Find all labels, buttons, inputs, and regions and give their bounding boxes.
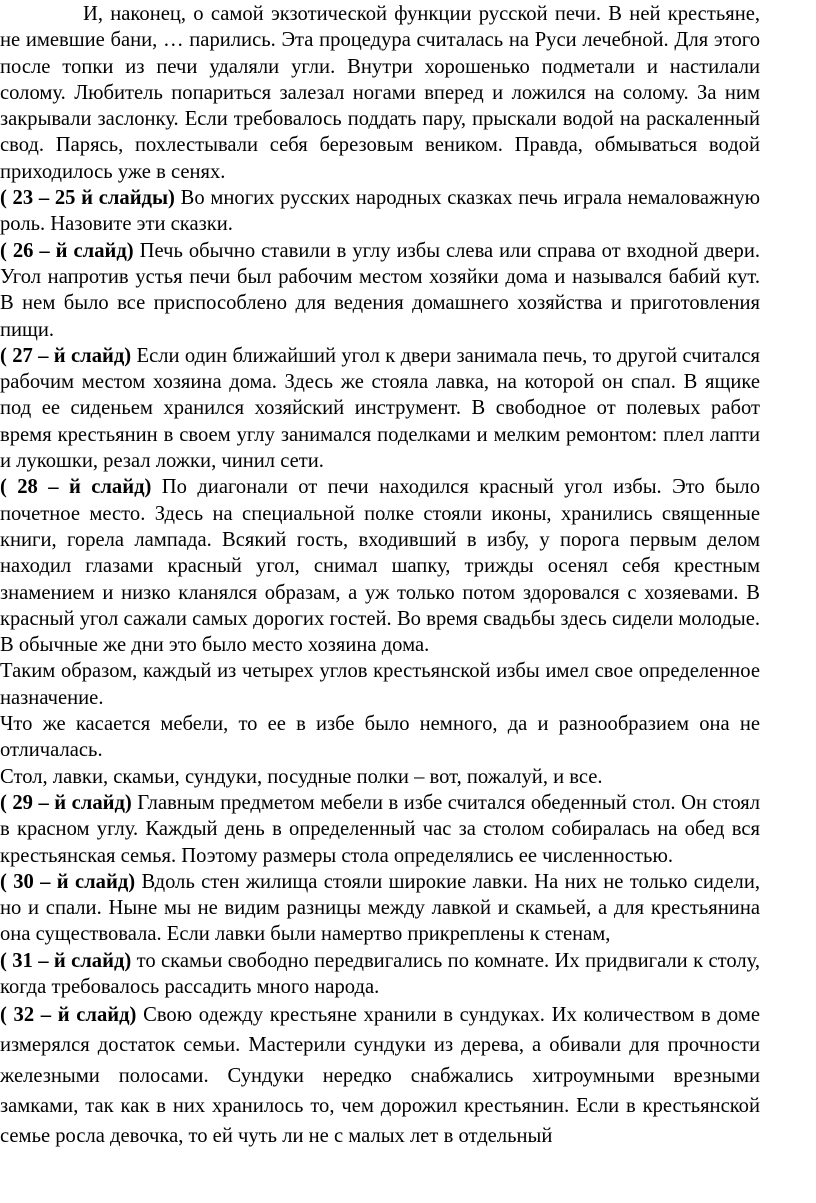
paragraph-furniture-list: [0, 764, 783, 790]
paragraph-slides-23-25: [0, 185, 783, 238]
paragraph-slide-28: [0, 474, 783, 658]
paragraph-text: Главным предметом мебели в избе считался обеденный стол. Он стоял в красном углу. Каждый день в определенный час за столом собиралась на обед вся крестьянская семья. Поэтому размеры стола определялись ее численностью.: [0, 791, 761, 867]
paragraph-text: то скамьи свободно передвигались по комнате. Их придвигали к столу, когда требовалось рассадить много народа.: [0, 949, 761, 998]
paragraph-slide-32: [0, 1000, 783, 1151]
slide-label: ( 29 – й слайд): [0, 791, 132, 814]
paragraph-slide-26: [0, 238, 783, 343]
slide-label: ( 30 – й слайд): [0, 870, 136, 893]
paragraph-oven-steam: [0, 1, 783, 185]
paragraph-slide-27: [0, 343, 783, 474]
paragraph-slide-30: [0, 869, 783, 948]
paragraph-text: По диагонали от печи находился красный угол избы. Это было почетное место. Здесь на специальной полке стояли иконы, хранились священные книги, горела лампада. Всякий гость, входивший в избу, у порога первым делом находил глазами красный угол, снимал шапку, трижды осенял себя крестным знамением и низко кланялся образам, а уж только потом здоровался с хозяевами. В красный угол сажали самых дорогих гостей. Во время свадьбы здесь сидели молодые. В обычные же дни это было место хозяина дома.: [0, 476, 760, 657]
paragraph-text: Вдоль стен жилища стояли широкие лавки. На них не только сидели, но и спали. Ныне мы не видим разницы между лавкой и скамьей, а для крестьянина она существовала. Если лавки были намертво прикреплены к стенам,: [0, 870, 760, 946]
slide-label: ( 23 – 25 й слайды): [0, 187, 175, 210]
slide-label: ( 28 – й слайд): [0, 476, 152, 499]
slide-label: ( 26 – й слайд): [0, 239, 134, 262]
paragraph-text: Таким образом, каждый из четырех углов крестьянской избы имел свое определенное назначение.: [0, 660, 760, 709]
paragraph-text: И, наконец, о самой экзотической функции русской печи. В ней крестьяне, не имевшие бани, … парились. Эта процедура считалась на Руси лечебной. Для этого после топки из печи удаляли угли. Внутри хорошенько подметали и настилали солому. Любитель попариться залезал ногами вперед и ложился на солому. За ним закрывали заслонку. Если требовалось поддать пару, прыскали водой на раскаленный свод. Парясь, похлестывали себя березовым веником. Правда, обмываться водой приходилось уже в сенях.: [0, 3, 760, 183]
paragraph-text: Стол, лавки, скамьи, сундуки, посудные полки – вот, пожалуй, и все.: [0, 765, 603, 788]
paragraph-text: Свою одежду крестьяне хранили в сундуках. Их количеством в доме измерялся достаток семьи. Мастерили сундуки из дерева, а обивали для прочности железными полосами. Сундуки нередко снабжались хитроумными врезными замками, так как в них хранилось то, чем дорожил крестьянин. Если в крестьянской семье росла девочка, то ей чуть ли не с малых лет в отдельный: [0, 1004, 760, 1148]
paragraph-text: Во многих русских народных сказках печь играла немаловажную роль. Назовите эти сказки.: [0, 187, 760, 236]
paragraph-text: Что же касается мебели, то ее в избе было немного, да и разнообразием она не отличалась.: [0, 713, 760, 762]
slide-label: ( 27 – й слайд): [0, 344, 132, 367]
paragraph-furniture: [0, 711, 783, 764]
paragraph-text: Печь обычно ставили в углу избы слева или справа от входной двери. Угол напротив устья печи был рабочим местом хозяйки дома и назывался бабий кут. В нем было все приспособлено для ведения домашнего хозяйства и приготовления пищи.: [0, 239, 761, 341]
paragraph-slide-29: [0, 790, 783, 869]
slide-label: ( 32 – й слайд): [0, 1004, 137, 1027]
paragraph-four-corners: [0, 658, 783, 711]
slide-label: ( 31 – й слайд): [0, 949, 132, 972]
paragraph-text: Если один ближайший угол к двери занимала печь, то другой считался рабочим местом хозяина дома. Здесь же стояла лавка, на которой он спал. В ящике под ее сиденьем хранился хозяйский инструмент. В свободное от полевых работ время крестьянин в своем углу занимался поделками и мелким ремонтом: плел лапти и лукошки, резал ложки, чинил сети.: [0, 344, 761, 473]
paragraph-slide-31: [0, 948, 783, 1001]
